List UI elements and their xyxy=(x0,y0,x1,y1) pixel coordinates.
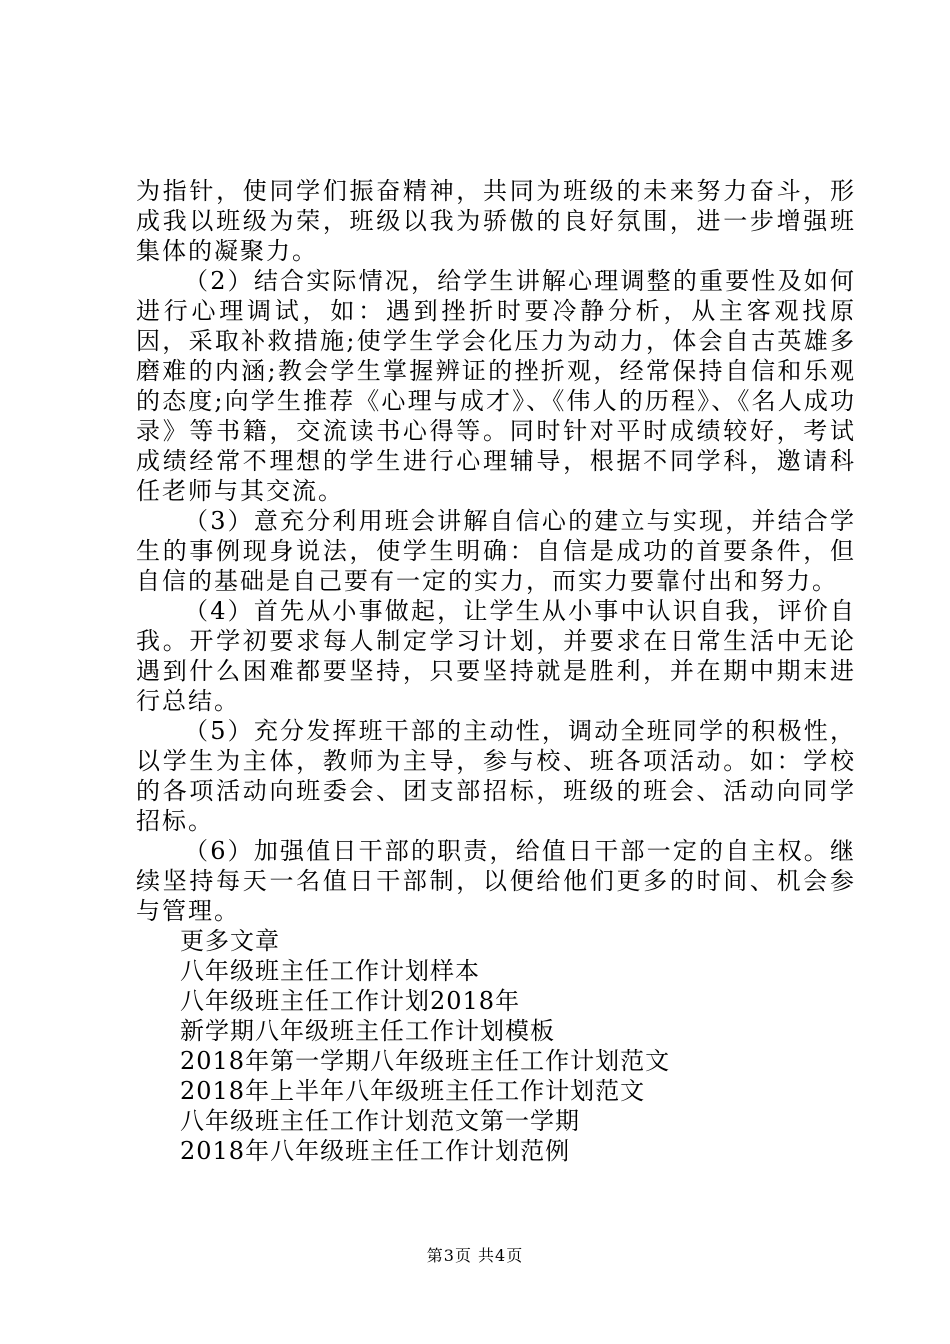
more-articles xyxy=(136,926,856,1166)
more-article-link[interactable]: 八年级班主任工作计划范文第一学期 xyxy=(180,1107,580,1135)
more-article-link[interactable]: 2018年八年级班主任工作计划范例 xyxy=(180,1137,571,1165)
more-articles-heading: 更多文章 xyxy=(180,927,280,955)
paragraph-item-3: （3）意充分利用班会讲解自信心的建立与实现，并结合学生的事例现身说法，使学生明确：自信是成功的首要条件，但自信的基础是自己要有一定的实力，而实力要靠付出和努力。 xyxy=(136,507,856,595)
document-body xyxy=(136,176,856,1166)
more-article-link[interactable]: 八年级班主任工作计划样本 xyxy=(180,957,480,985)
paragraph-item-4: （4）首先从小事做起，让学生从小事中认识自我，评价自我。开学初要求每人制定学习计划，并要求在日常生活中无论遇到什么困难都要坚持，只要坚持就是胜利，并在期中期末进行总结。 xyxy=(136,597,856,715)
page-number: 第3页 共4页 xyxy=(426,1246,524,1265)
more-article-link[interactable]: 八年级班主任工作计划2018年 xyxy=(180,987,521,1015)
more-article-link[interactable]: 2018年第一学期八年级班主任工作计划范文 xyxy=(180,1047,671,1075)
more-article-link[interactable]: 新学期八年级班主任工作计划模板 xyxy=(180,1017,555,1045)
paragraph-item-2: （2）结合实际情况，给学生讲解心理调整的重要性及如何进行心理调试，如：遇到挫折时要冷静分析，从主客观找原因，采取补救措施;使学生学会化压力为动力，体会自古英雄多磨难的内涵;教会学生掌握辨证的挫折观，经常保持自信和乐观的态度;向学生推荐《心理与成才》、《伟人的历程》、《名人成功录》等书籍，交流读书心得等。同时针对平时成绩较好，考试成绩经常不理想的学生进行心理辅导，根据不同学科，邀请科任老师与其交流。 xyxy=(136,267,856,505)
paragraph-item-5: （5）充分发挥班干部的主动性，调动全班同学的积极性，以学生为主体，教师为主导，参与校、班各项活动。如：学校的各项活动向班委会、团支部招标，班级的班会、活动向同学招标。 xyxy=(136,717,856,835)
more-article-link[interactable]: 2018年上半年八年级班主任工作计划范文 xyxy=(180,1077,646,1105)
paragraph-item-6: （6）加强值日干部的职责，给值日干部一定的自主权。继续坚持每天一名值日干部制，以便给他们更多的时间、机会参与管理。 xyxy=(136,837,856,925)
paragraph-intro: 为指针，使同学们振奋精神，共同为班级的未来努力奋斗，形成我以班级为荣，班级以我为骄傲的良好氛围，进一步增强班集体的凝聚力。 xyxy=(136,177,856,265)
